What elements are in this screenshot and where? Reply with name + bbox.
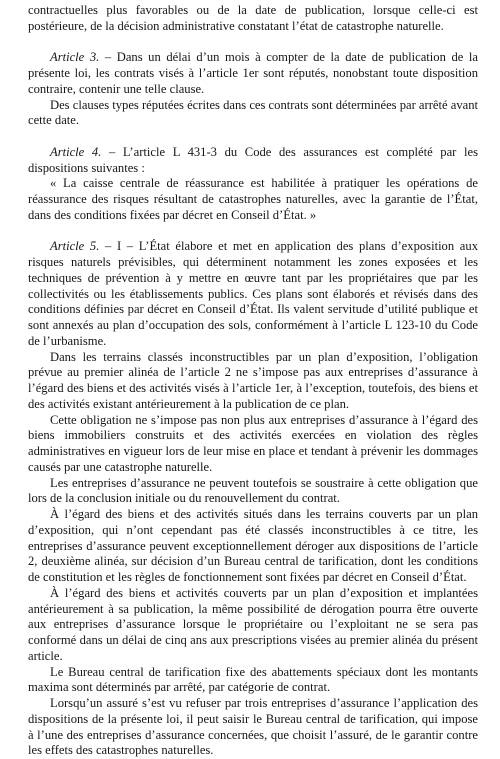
- article-5-paragraph: [28, 239, 478, 349]
- article-3-text: – Dans un délai d’un mois à compter de la date de publication de la présente loi, les contrats visés à l’article 1er sont réputés, nonobstant toute disposition contraire, contenir une telle clause.: [28, 50, 478, 96]
- refus-assurance-paragraph: Lorsqu’un assuré s’est vu refuser par trois entreprises d’assurance l’application des dispositions de la présente loi, il peut saisir le Bureau central de tarification, qui impose à l’une des entreprises d’assurance concernées, que choisit l’assuré, de le garantir contre les effets des catastrophes naturelles.: [28, 696, 478, 758]
- article-5-label: Article 5.: [50, 239, 100, 254]
- clauses-types-paragraph: Des clauses types réputées écrites dans ces contrats sont déterminées par arrêté avant cette date.: [28, 97, 479, 128]
- article-3-label: Article 3.: [50, 50, 100, 65]
- soustraire-paragraph: Les entreprises d’assurance ne peuvent toutefois se soustraire à cette obligation que lors de la conclusion initiale ou du renouvellement du contrat.: [28, 475, 478, 506]
- article-4-text: – L’article L 431-3 du Code des assurances est complété par les dispositions suivantes :: [28, 144, 478, 175]
- article-5-text: – I – L’État élabore et met en application des plans d’exposition aux risques naturels prévisibles, qui déterminent notamment les zones exposées et les techniques de prévention à y mettre en œuvre tant par les propriétaires que par les collectivités ou les établissements publics. Ces plans sont élaborés et révisés dans des conditions définies par décret en Conseil d’État. Ils valent servitude d’utilité publique et sont annexés au plan d’occupation des sols, conformément à l’article L 123-10 du Code de l’urbanisme.: [28, 239, 478, 348]
- abattements-paragraph: Le Bureau central de tarification fixe des abattements spéciaux dont les montants maxima sont déterminés par arrêté, par catégorie de contrat.: [28, 664, 478, 695]
- caisse-centrale-quote: « La caisse centrale de réassurance est habilitée à pratiquer les opérations de réassurance des risques résultant de catastrophes naturelles, avec la garantie de l’État, dans des conditions fixées par décret en Conseil d’État. »: [28, 176, 478, 222]
- article-4-paragraph: [28, 145, 478, 177]
- biens-couverts-paragraph: À l’égard des biens et des activités situés dans les terrains couverts par un plan d’exposition, qui n’ont cependant pas été classés inconstructibles à ce titre, les entreprises d’assurance peuvent exceptionnellement déroger aux dispositions de l’article 2, deuxième alinéa, sur décision d’un Bureau central de tarification, dont les conditions de constitution et les règles de fonctionnement sont fixées par décret en Conseil d’État.: [28, 507, 478, 584]
- activites-anterieures-paragraph: À l’égard des biens et activités couverts par un plan d’exposition et implantées antérieurement à sa publication, la même possibilité de dérogation pourra être ouverte aux entreprises d’assurance lorsque le propriétaire ou l’exploitant ne se sera pas conformé dans un délai de cinq ans aux prescriptions visées au premier alinéa du présent article.: [28, 585, 478, 663]
- article-3-paragraph: [28, 50, 478, 97]
- article-4-label: Article 4.: [50, 144, 102, 159]
- obligation-paragraph: Cette obligation ne s’impose pas non plus aux entreprises d’assurance à l’égard des biens immobiliers construits et des activités exercées en violation des règles administratives en vigueur lors de leur mise en place et tendant à prévenir les dommages causés par une catastrophe naturelle.: [28, 412, 478, 474]
- terrains-inconstructibles-paragraph: Dans les terrains classés inconstructibles par un plan d’exposition, l’obligation prévue au premier alinéa de l’article 2 ne s’impose pas aux entreprises d’assurance à l’égard des biens et des activités visés à l’article 1er, à l’exception, toutefois, des biens et des activités existant antérieurement à la publication de ce plan.: [28, 349, 478, 411]
- paragraph-continuation: contractuelles plus favorables ou de la date de publication, lorsque celle-ci est postérieure, de la décision administrative constatant l’état de catastrophe naturelle.: [28, 3, 478, 33]
